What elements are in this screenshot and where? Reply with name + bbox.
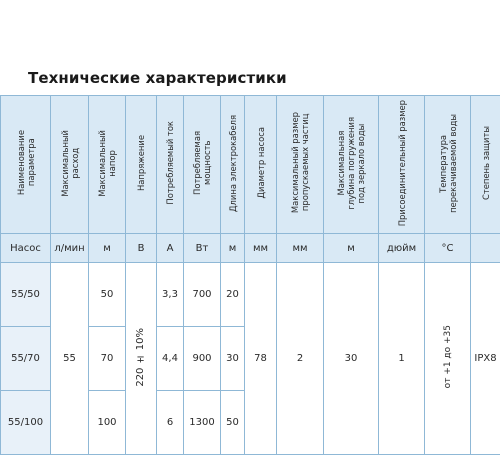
diameter-cell: 78	[245, 263, 277, 455]
unit-cell: В	[126, 234, 157, 263]
unit-cell: м	[89, 234, 126, 263]
unit-cell: Насос	[1, 234, 51, 263]
unit-cell: °C	[425, 234, 471, 263]
header-cell	[379, 96, 425, 234]
power-cell: 700	[184, 263, 221, 327]
header-label: Присоединительный размер	[397, 100, 407, 226]
header-label: Максимальная глубина погружения под зеркало воды	[336, 117, 366, 210]
specifications-table	[0, 95, 500, 455]
flow-cell: 55	[51, 263, 89, 455]
cable-cell: 20	[221, 263, 245, 327]
model-cell: 55/70	[1, 327, 51, 391]
units-row	[1, 234, 500, 263]
voltage-value: 220 ± 10%	[136, 328, 146, 387]
header-cell	[471, 96, 500, 234]
current-cell: 6	[157, 391, 184, 455]
connection-cell: 1	[379, 263, 425, 455]
header-cell	[157, 96, 184, 234]
header-label: Длина электрокабеля	[228, 115, 238, 212]
header-cell	[221, 96, 245, 234]
current-cell: 4,4	[157, 327, 184, 391]
header-row	[1, 96, 500, 234]
header-label: Диаметр насоса	[256, 127, 266, 199]
header-label: Напряжение	[136, 135, 146, 191]
unit-cell: м	[221, 234, 245, 263]
header-cell	[51, 96, 89, 234]
header-label: Максимальный напор	[97, 130, 117, 197]
depth-cell: 30	[324, 263, 379, 455]
head-cell: 70	[89, 327, 126, 391]
unit-cell	[471, 234, 500, 263]
cable-cell: 30	[221, 327, 245, 391]
particles-cell: 2	[277, 263, 324, 455]
temperature-cell	[425, 263, 471, 455]
unit-cell: дюйм	[379, 234, 425, 263]
header-cell	[1, 96, 51, 234]
unit-cell: А	[157, 234, 184, 263]
head-cell: 50	[89, 263, 126, 327]
model-cell: 55/100	[1, 391, 51, 455]
page-title: Технические характеристики	[28, 69, 287, 87]
unit-cell: Вт	[184, 234, 221, 263]
header-label: Потребляемая мощность	[192, 131, 212, 195]
header-cell	[89, 96, 126, 234]
unit-cell: мм	[277, 234, 324, 263]
header-cell	[425, 96, 471, 234]
header-label: Температура перекачиваемой воды	[438, 114, 458, 213]
header-label: Потребляемый ток	[165, 121, 175, 205]
temperature-value: от +1 до +35	[443, 325, 453, 388]
model-cell: 55/50	[1, 263, 51, 327]
protection-cell: IPX8	[471, 263, 500, 455]
power-cell: 1300	[184, 391, 221, 455]
header-label: Максимальный размер пропускаемых частиц	[290, 112, 310, 213]
unit-cell: мм	[245, 234, 277, 263]
cable-cell: 50	[221, 391, 245, 455]
header-cell	[184, 96, 221, 234]
head-cell: 100	[89, 391, 126, 455]
header-label: Наименование параметра	[16, 130, 36, 195]
table-row	[1, 263, 500, 327]
header-cell	[245, 96, 277, 234]
header-label: Степень защиты	[481, 126, 491, 200]
header-cell	[126, 96, 157, 234]
current-cell: 3,3	[157, 263, 184, 327]
unit-cell: л/мин	[51, 234, 89, 263]
header-cell	[324, 96, 379, 234]
header-label: Максимальный расход	[60, 130, 80, 197]
header-cell	[277, 96, 324, 234]
unit-cell: м	[324, 234, 379, 263]
power-cell: 900	[184, 327, 221, 391]
voltage-cell	[126, 263, 157, 455]
